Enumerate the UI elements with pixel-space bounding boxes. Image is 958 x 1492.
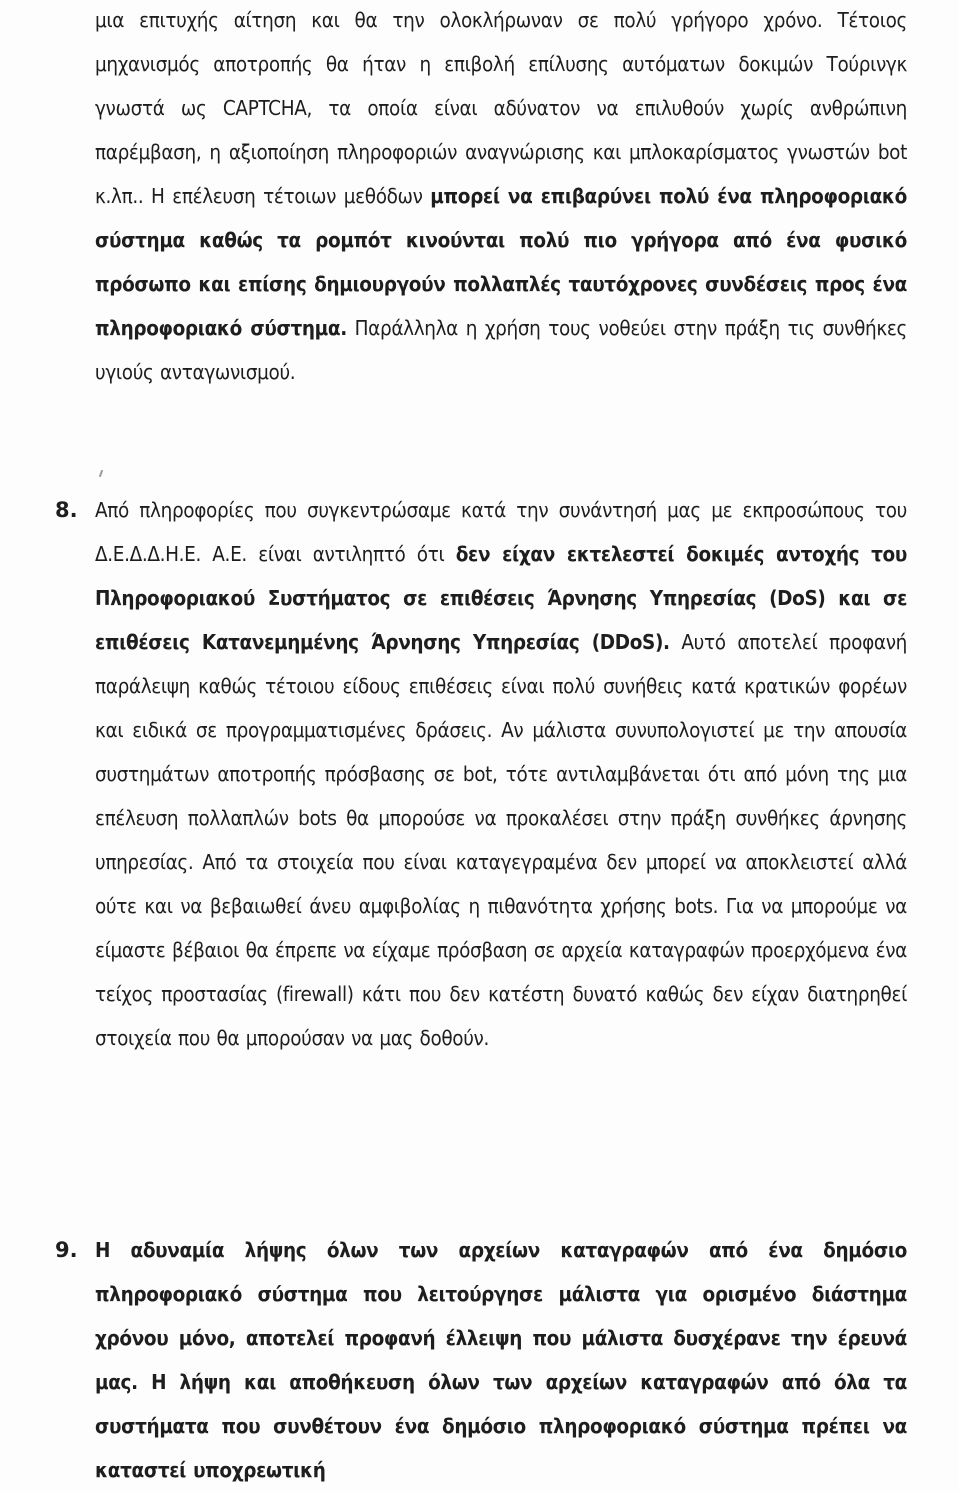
paragraph-bold-text: δεν είχαν εκτελεστεί δοκιμές αντοχής του Πληροφοριακού Συστήματος σε επιθέσεις Άρνησης Υπηρεσίας (DoS) και σε επιθέσεις Κατανεμημένης Άρνησης Υπηρεσίας (DDoS). <box>95 542 907 654</box>
paragraph-bold-text: Η αδυναμία λήψης όλων των αρχείων καταγραφών από ένα δημόσιο πληροφοριακό σύστημα που λειτούργησε μάλιστα για ορισμένο διάστημα χρόνου μόνο, αποτελεί προφανή έλλειψη που μάλιστα δυσχέρανε την έρευνά μας. Η λήψη και αποθήκευση όλων των αρχείων καταγραφών από όλα τα συστήματα που συνθέτουν ένα δημόσιο πληροφοριακό σύστημα πρέπει να καταστεί υποχρεωτική <box>95 1238 907 1482</box>
paragraph-text: Παράλληλα η χρήση τους νοθεύει στην πράξη τις συνθήκες υγιούς ανταγωνισμού. <box>95 316 907 384</box>
continuation-paragraph <box>95 0 907 394</box>
item-number: 8. <box>55 498 78 522</box>
paragraph-text: Από πληροφορίες που συγκεντρώσαμε κατά την συνάντησή μας με εκπροσώπους του Δ.Ε.Δ.Δ.Η.Ε. Α.Ε. είναι αντιληπτό ότι <box>95 498 907 566</box>
item-8-paragraph <box>95 488 907 1060</box>
paragraph-text: Αυτό αποτελεί προφανή παράλειψη καθώς τέτοιου είδους επιθέσεις είναι πολύ συνήθεις κατά κρατικών φορέων και ειδικά σε προγραμματισμένες δράσεις. Αν μάλιστα συνυπολογιστεί με την απουσία συστημάτων αποτροπής πρόσβασης σε bot, τότε αντιλαμβάνεται ότι από μόνη της μια επέλευση πολλαπλών bots θα μπορούσε να προκαλέσει στην πράξη συνθήκες άρνησης υπηρεσίας. Από τα στοιχεία που είναι καταγεγραμένα δεν μπορεί να αποκλειστεί αλλά ούτε και να βεβαιωθεί άνευ αμφιβολίας η πιθανότητα χρήσης bots. Για να μπορούμε να είμαστε βέβαιοι θα έπρεπε να είχαμε πρόσβαση σε αρχεία καταγραφών προερχόμενα ένα τείχος προστασίας (firewall) κάτι που δεν κατέστη δυνατό καθώς δεν είχαν διατηρηθεί στοιχεία που θα μπορούσαν να μας δοθούν. <box>95 630 907 1050</box>
paragraph-bold-text: μπορεί να επιβαρύνει πολύ ένα πληροφοριακό σύστημα καθώς τα ρομπότ κινούνται πολύ πιο γρήγορα από ένα φυσικό πρόσωπο και επίσης δημιουργούν πολλαπλές ταυτόχρονες συνδέσεις προς ένα πληροφοριακό σύστημα. <box>95 184 907 340</box>
pen-mark <box>99 470 103 477</box>
item-number: 9. <box>55 1238 78 1262</box>
paragraph-text: μια επιτυχής αίτηση και θα την ολοκλήρωναν σε πολύ γρήγορο χρόνο. Τέτοιος μηχανισμός αποτροπής θα ήταν η επιβολή επίλυσης αυτόματων δοκιμών Τούρινγκ γνωστά ως CAPTCHA, τα οποία είναι αδύνατον να επιλυθούν χωρίς ανθρώπινη παρέμβαση, η αξιοποίηση πληροφοριών αναγνώρισης και μπλοκαρίσματος γνωστών bot κ.λπ.. Η επέλευση τέτοιων μεθόδων <box>95 8 907 208</box>
item-9-paragraph <box>95 1228 907 1492</box>
